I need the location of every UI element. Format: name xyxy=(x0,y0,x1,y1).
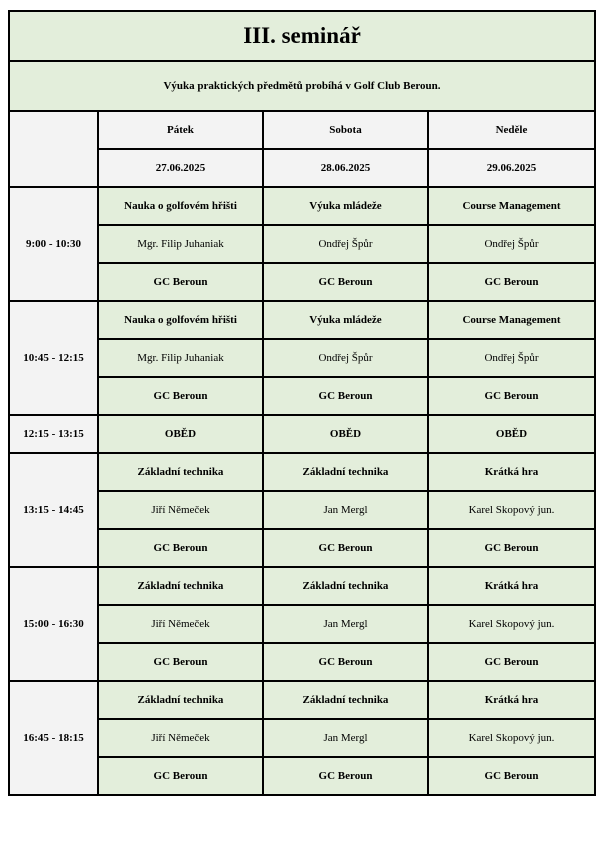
lunch-cell: OBĚD xyxy=(428,415,595,453)
time-slot: 10:45 - 12:15 xyxy=(9,301,98,415)
teacher-cell: Karel Skopový jun. xyxy=(428,491,595,529)
subject-cell: Nauka o golfovém hřišti xyxy=(98,187,263,225)
page-title: III. seminář xyxy=(9,11,595,61)
subject-cell: Základní technika xyxy=(263,567,428,605)
place-cell: GC Beroun xyxy=(428,643,595,681)
teacher-cell: Mgr. Filip Juhaniak xyxy=(98,339,263,377)
place-cell: GC Beroun xyxy=(428,757,595,795)
time-slot: 9:00 - 10:30 xyxy=(9,187,98,301)
time-slot: 12:15 - 13:15 xyxy=(9,415,98,453)
corner-cell xyxy=(9,111,98,187)
subject-cell: Základní technika xyxy=(98,453,263,491)
teacher-cell: Ondřej Špůr xyxy=(428,225,595,263)
teacher-cell: Karel Skopový jun. xyxy=(428,605,595,643)
teacher-cell: Jan Mergl xyxy=(263,491,428,529)
teacher-cell: Ondřej Špůr xyxy=(263,225,428,263)
teacher-cell: Jan Mergl xyxy=(263,719,428,757)
time-slot: 15:00 - 16:30 xyxy=(9,567,98,681)
teacher-cell: Jiří Němeček xyxy=(98,719,263,757)
place-cell: GC Beroun xyxy=(98,757,263,795)
subject-cell: Základní technika xyxy=(98,681,263,719)
teacher-cell: Jiří Němeček xyxy=(98,491,263,529)
place-cell: GC Beroun xyxy=(428,263,595,301)
day-name: Sobota xyxy=(263,111,428,149)
subject-cell: Krátká hra xyxy=(428,453,595,491)
day-date: 29.06.2025 xyxy=(428,149,595,187)
subject-cell: Krátká hra xyxy=(428,681,595,719)
place-cell: GC Beroun xyxy=(263,263,428,301)
time-slot: 13:15 - 14:45 xyxy=(9,453,98,567)
subject-cell: Základní technika xyxy=(263,681,428,719)
lunch-cell: OBĚD xyxy=(98,415,263,453)
place-cell: GC Beroun xyxy=(98,263,263,301)
teacher-cell: Karel Skopový jun. xyxy=(428,719,595,757)
subject-cell: Course Management xyxy=(428,301,595,339)
place-cell: GC Beroun xyxy=(263,643,428,681)
subject-cell: Nauka o golfovém hřišti xyxy=(98,301,263,339)
place-cell: GC Beroun xyxy=(98,377,263,415)
subject-cell: Základní technika xyxy=(263,453,428,491)
lunch-cell: OBĚD xyxy=(263,415,428,453)
day-date: 27.06.2025 xyxy=(98,149,263,187)
subject-cell: Výuka mládeže xyxy=(263,187,428,225)
day-name: Pátek xyxy=(98,111,263,149)
place-cell: GC Beroun xyxy=(263,757,428,795)
subject-cell: Course Management xyxy=(428,187,595,225)
subject-cell: Výuka mládeže xyxy=(263,301,428,339)
place-cell: GC Beroun xyxy=(263,529,428,567)
subject-cell: Základní technika xyxy=(98,567,263,605)
teacher-cell: Ondřej Špůr xyxy=(263,339,428,377)
place-cell: GC Beroun xyxy=(428,377,595,415)
page-subtitle: Výuka praktických předmětů probíhá v Golf Club Beroun. xyxy=(9,61,595,111)
time-slot: 16:45 - 18:15 xyxy=(9,681,98,795)
teacher-cell: Mgr. Filip Juhaniak xyxy=(98,225,263,263)
teacher-cell: Jiří Němeček xyxy=(98,605,263,643)
place-cell: GC Beroun xyxy=(428,529,595,567)
schedule-table xyxy=(8,10,596,796)
day-date: 28.06.2025 xyxy=(263,149,428,187)
place-cell: GC Beroun xyxy=(263,377,428,415)
place-cell: GC Beroun xyxy=(98,529,263,567)
day-name: Neděle xyxy=(428,111,595,149)
subject-cell: Krátká hra xyxy=(428,567,595,605)
teacher-cell: Jan Mergl xyxy=(263,605,428,643)
place-cell: GC Beroun xyxy=(98,643,263,681)
teacher-cell: Ondřej Špůr xyxy=(428,339,595,377)
